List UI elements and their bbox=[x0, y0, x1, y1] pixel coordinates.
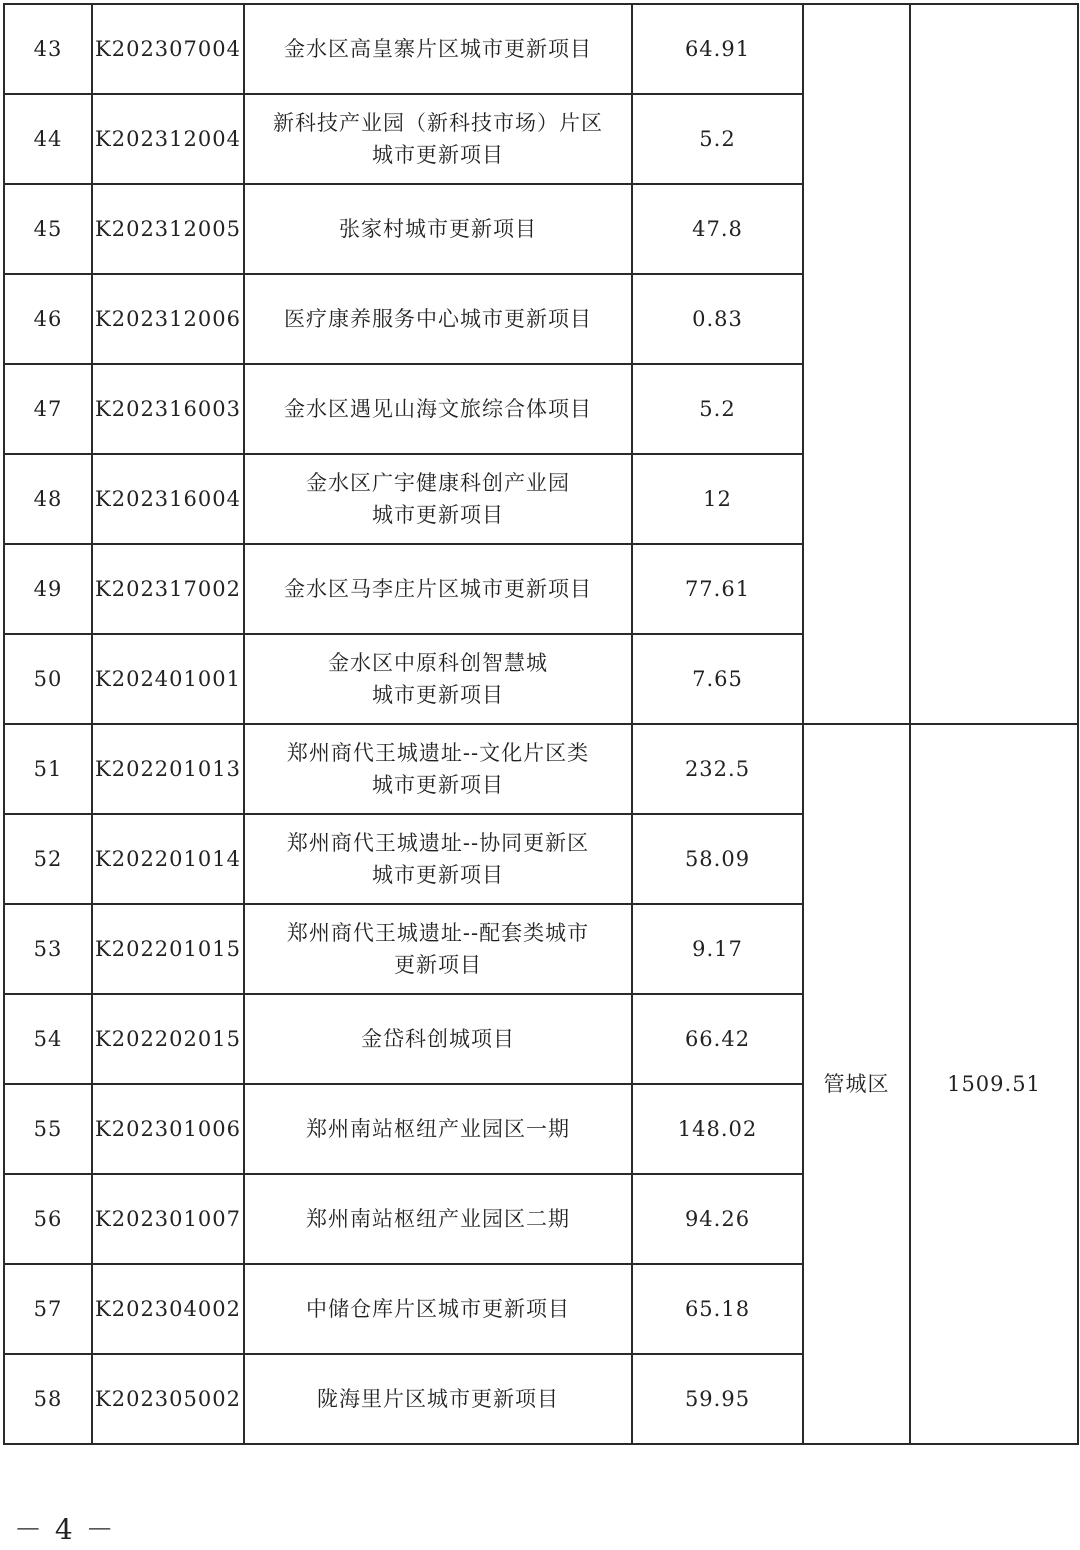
investment-value-cell: 7.65 bbox=[632, 634, 803, 724]
project-name-cell bbox=[244, 4, 632, 94]
project-name-cell bbox=[244, 94, 632, 184]
project-name-line: 城市更新项目 bbox=[372, 863, 504, 887]
row-number-cell: 47 bbox=[4, 364, 92, 454]
investment-value-cell: 5.2 bbox=[632, 94, 803, 184]
page-number: － 4 － bbox=[14, 1513, 116, 1546]
project-code-cell: K202316003 bbox=[92, 364, 244, 454]
investment-value-cell: 5.2 bbox=[632, 364, 803, 454]
project-name-cell bbox=[244, 1354, 632, 1444]
district-cell bbox=[803, 4, 910, 724]
project-code-cell: K202312005 bbox=[92, 184, 244, 274]
project-name-cell bbox=[244, 454, 632, 544]
project-name-line: 医疗康养服务中心城市更新项目 bbox=[284, 307, 592, 331]
project-name-line: 郑州南站枢纽产业园区一期 bbox=[306, 1117, 570, 1141]
district-total-cell: 1509.51 bbox=[910, 724, 1078, 1444]
table-row bbox=[4, 4, 1078, 94]
project-name-cell bbox=[244, 184, 632, 274]
row-number-cell: 44 bbox=[4, 94, 92, 184]
investment-value-cell: 59.95 bbox=[632, 1354, 803, 1444]
project-name-line: 张家村城市更新项目 bbox=[339, 217, 537, 241]
row-number-cell: 55 bbox=[4, 1084, 92, 1174]
project-name-cell bbox=[244, 724, 632, 814]
project-code-cell: K202316004 bbox=[92, 454, 244, 544]
investment-value-cell: 0.83 bbox=[632, 274, 803, 364]
investment-value-cell: 64.91 bbox=[632, 4, 803, 94]
project-name-line: 金岱科创城项目 bbox=[361, 1027, 515, 1051]
project-code-cell: K202401001 bbox=[92, 634, 244, 724]
row-number-cell: 48 bbox=[4, 454, 92, 544]
project-name-cell bbox=[244, 904, 632, 994]
project-name-line: 金水区遇见山海文旅综合体项目 bbox=[284, 397, 592, 421]
project-name-line: 城市更新项目 bbox=[372, 143, 504, 167]
investment-value-cell: 148.02 bbox=[632, 1084, 803, 1174]
row-number-cell: 49 bbox=[4, 544, 92, 634]
investment-value-cell: 94.26 bbox=[632, 1174, 803, 1264]
investment-value-cell: 12 bbox=[632, 454, 803, 544]
project-name-line: 更新项目 bbox=[394, 953, 482, 977]
project-code-cell: K202202015 bbox=[92, 994, 244, 1084]
project-name-line: 金水区广宇健康科创产业园 bbox=[306, 471, 570, 495]
project-name-line: 郑州商代王城遗址--配套类城市 bbox=[286, 921, 590, 945]
project-code-cell: K202301006 bbox=[92, 1084, 244, 1174]
row-number-cell: 51 bbox=[4, 724, 92, 814]
district-cell: 管城区 bbox=[803, 724, 910, 1444]
investment-value-cell: 47.8 bbox=[632, 184, 803, 274]
investment-value-cell: 58.09 bbox=[632, 814, 803, 904]
row-number-cell: 43 bbox=[4, 4, 92, 94]
row-number-cell: 56 bbox=[4, 1174, 92, 1264]
project-code-cell: K202301007 bbox=[92, 1174, 244, 1264]
project-name-line: 城市更新项目 bbox=[372, 503, 504, 527]
project-code-cell: K202201013 bbox=[92, 724, 244, 814]
project-code-cell: K202317002 bbox=[92, 544, 244, 634]
project-code-cell: K202305002 bbox=[92, 1354, 244, 1444]
project-name-cell bbox=[244, 634, 632, 724]
district-total-cell bbox=[910, 4, 1078, 724]
project-name-cell bbox=[244, 274, 632, 364]
project-code-cell: K202201014 bbox=[92, 814, 244, 904]
project-name-cell bbox=[244, 814, 632, 904]
row-number-cell: 46 bbox=[4, 274, 92, 364]
project-name-cell bbox=[244, 544, 632, 634]
project-name-line: 金水区中原科创智慧城 bbox=[328, 651, 548, 675]
investment-value-cell: 66.42 bbox=[632, 994, 803, 1084]
project-name-cell bbox=[244, 994, 632, 1084]
project-name-cell bbox=[244, 1084, 632, 1174]
project-name-line: 陇海里片区城市更新项目 bbox=[317, 1387, 559, 1411]
row-number-cell: 50 bbox=[4, 634, 92, 724]
project-code-cell: K202312006 bbox=[92, 274, 244, 364]
row-number-cell: 54 bbox=[4, 994, 92, 1084]
row-number-cell: 57 bbox=[4, 1264, 92, 1354]
table-row bbox=[4, 724, 1078, 814]
row-number-cell: 58 bbox=[4, 1354, 92, 1444]
project-name-line: 金水区马李庄片区城市更新项目 bbox=[284, 577, 592, 601]
project-code-cell: K202304002 bbox=[92, 1264, 244, 1354]
project-name-line: 郑州南站枢纽产业园区二期 bbox=[306, 1207, 570, 1231]
project-name-cell bbox=[244, 1174, 632, 1264]
project-name-line: 金水区高皇寨片区城市更新项目 bbox=[284, 37, 592, 61]
project-code-cell: K202201015 bbox=[92, 904, 244, 994]
row-number-cell: 45 bbox=[4, 184, 92, 274]
project-code-cell: K202312004 bbox=[92, 94, 244, 184]
investment-value-cell: 9.17 bbox=[632, 904, 803, 994]
project-name-line: 中储仓库片区城市更新项目 bbox=[306, 1297, 570, 1321]
investment-value-cell: 77.61 bbox=[632, 544, 803, 634]
project-name-cell bbox=[244, 1264, 632, 1354]
project-name-line: 郑州商代王城遗址--文化片区类 bbox=[286, 741, 590, 765]
project-name-line: 城市更新项目 bbox=[372, 683, 504, 707]
project-table bbox=[3, 3, 1079, 1445]
project-name-line: 郑州商代王城遗址--协同更新区 bbox=[286, 831, 590, 855]
row-number-cell: 53 bbox=[4, 904, 92, 994]
project-name-cell bbox=[244, 364, 632, 454]
row-number-cell: 52 bbox=[4, 814, 92, 904]
project-name-line: 城市更新项目 bbox=[372, 773, 504, 797]
investment-value-cell: 232.5 bbox=[632, 724, 803, 814]
project-code-cell: K202307004 bbox=[92, 4, 244, 94]
investment-value-cell: 65.18 bbox=[632, 1264, 803, 1354]
project-name-line: 新科技产业园（新科技市场）片区 bbox=[273, 111, 603, 135]
